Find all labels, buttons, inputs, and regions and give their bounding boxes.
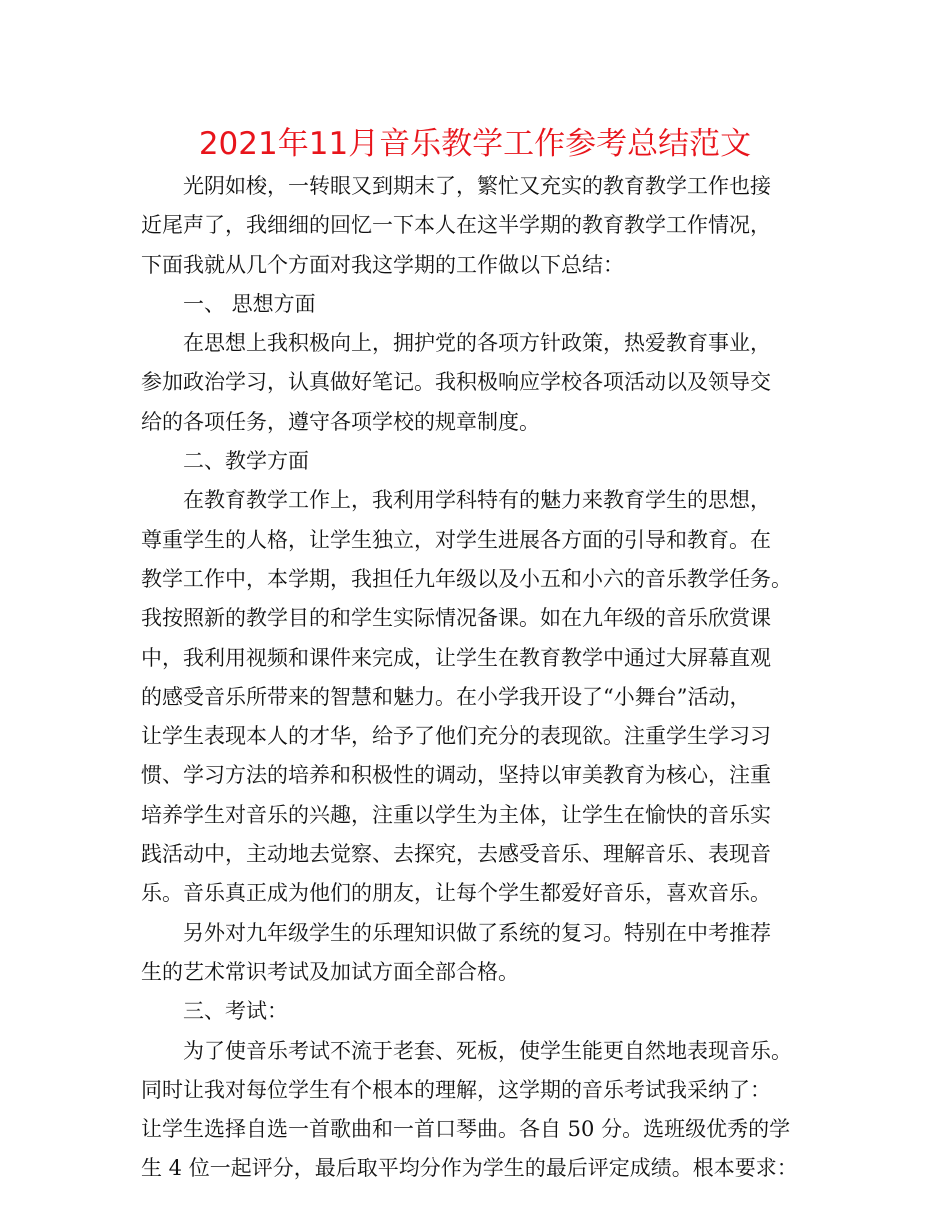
text-line: 培养学生对音乐的兴趣，注重以学生为主体，让学生在愉快的音乐实	[141, 802, 771, 827]
text-line: 另外对九年级学生的乐理知识做了系统的复习。特别在中考推荐	[183, 920, 771, 945]
text-line: 生的艺术常识考试及加试方面全部合格。	[141, 959, 519, 984]
text-line: 下面我就从几个方面对我这学期的工作做以下总结：	[141, 252, 624, 277]
text-line: 生 4 位一起评分，最后取平均分作为学生的最后评定成绩。根本要求：	[141, 1156, 798, 1181]
text-line: 的感受音乐所带来的智慧和魅力。在小学我开设了“小舞台”活动，	[141, 684, 751, 709]
text-line: 参加政治学习，认真做好笔记。我积极响应学校各项活动以及领导交	[141, 370, 771, 395]
text-line: 践活动中，主动地去觉察、去探究，去感受音乐、理解音乐、表现音	[141, 842, 771, 867]
text-line: 在思想上我积极向上，拥护党的各项方针政策，热爱教育事业，	[183, 331, 771, 356]
paragraph-exam	[141, 1032, 813, 1189]
document-body	[141, 167, 813, 1189]
section-heading-teaching: 二、教学方面	[183, 449, 309, 474]
text-line: 给的各项任务，遵守各项学校的规章制度。	[141, 409, 540, 434]
paragraph-teaching	[141, 481, 813, 913]
text-line: 让学生表现本人的才华，给予了他们充分的表现欲。注重学生学习习	[141, 724, 771, 749]
text-line: 惯、学习方法的培养和积极性的调动，坚持以审美教育为核心，注重	[141, 763, 771, 788]
section-heading-thought: 一、 思想方面	[183, 291, 316, 316]
text-line: 为了使音乐考试不流于老套、死板，使学生能更自然地表现音乐。	[183, 1038, 792, 1063]
paragraph-thought	[141, 324, 813, 442]
text-line: 近尾声了，我细细的回忆一下本人在这半学期的教育教学工作情况，	[141, 213, 771, 238]
text-line: 在教育教学工作上，我利用学科特有的魅力来教育学生的思想，	[183, 488, 771, 513]
text-line: 我按照新的教学目的和学生实际情况备课。如在九年级的音乐欣赏课	[141, 606, 771, 631]
text-line: 光阴如梭，一转眼又到期末了，繁忙又充实的教育教学工作也接	[183, 174, 771, 198]
text-line: 乐。音乐真正成为他们的朋友，让每个学生都爱好音乐，喜欢音乐。	[141, 881, 771, 906]
text-line: 教学工作中，本学期，我担任九年级以及小五和小六的音乐教学任务。	[141, 566, 792, 591]
text-line: 尊重学生的人格，让学生独立，对学生进展各方面的引导和教育。在	[141, 527, 771, 552]
text-line: 中，我利用视频和课件来完成，让学生在教育教学中通过大屏幕直观	[141, 645, 771, 670]
section-heading-exam: 三、考试：	[183, 999, 288, 1024]
paragraph-intro	[141, 167, 813, 285]
document-title: 2021年11月音乐教学工作参考总结范文	[198, 126, 752, 162]
text-line: 让学生选择自选一首歌曲和一首口琴曲。各自 50 分。选班级优秀的学	[141, 1117, 791, 1142]
text-line: 同时让我对每位学生有个根本的理解，这学期的音乐考试我采纳了：	[141, 1077, 771, 1102]
paragraph-review	[141, 914, 813, 993]
